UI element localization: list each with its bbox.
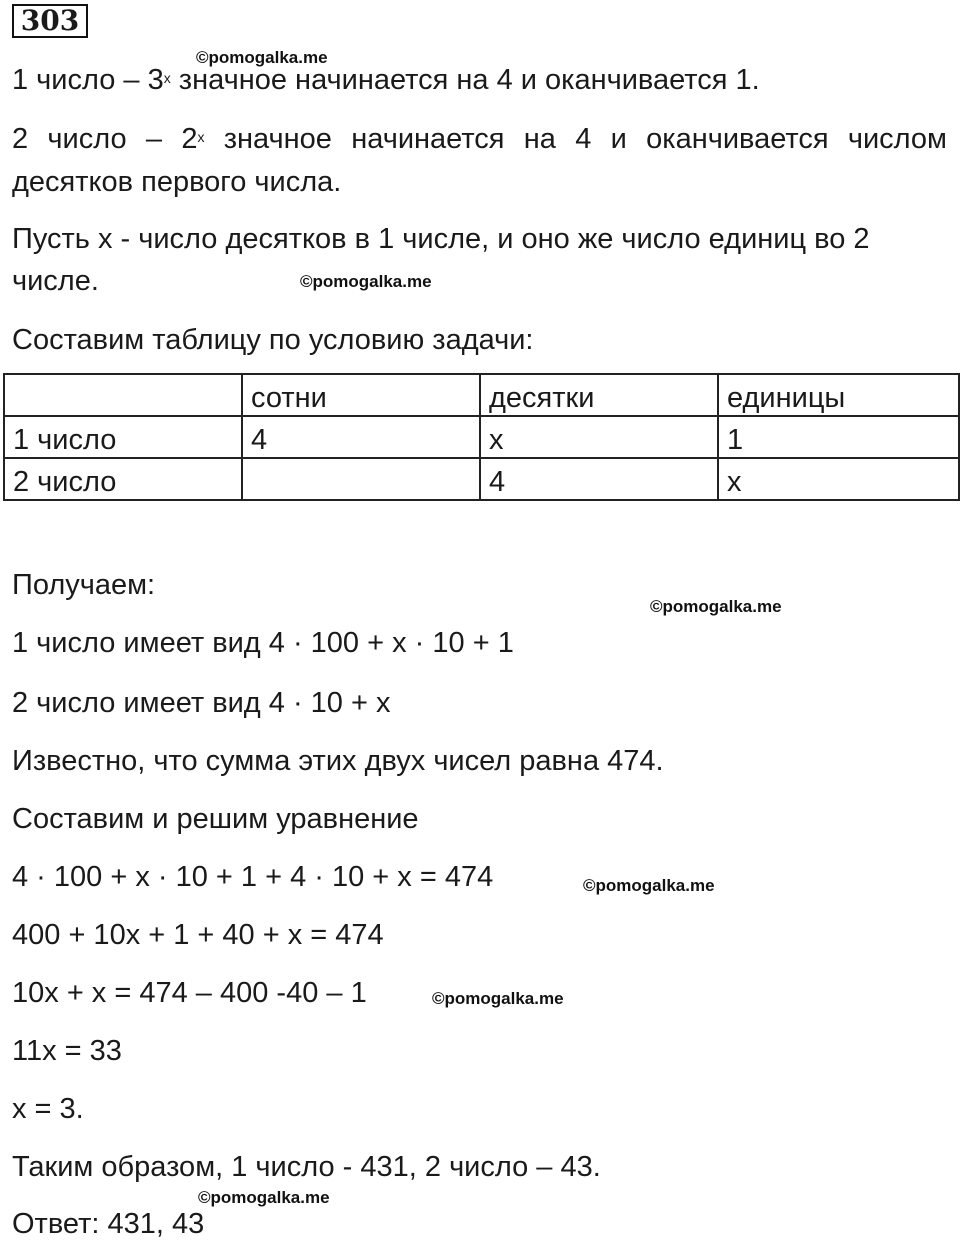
table-cell: 4 (242, 416, 480, 458)
text-line-1-post: значное начинается на 4 и оканчивается 1. (170, 64, 760, 96)
text-line-2-post: значное начинается на 4 и оканчивается числом (204, 123, 947, 155)
text-line-13: 11х = 33 (12, 1035, 122, 1067)
table-cell: десятки (480, 374, 718, 416)
table-cell: 1 число (4, 416, 242, 458)
table-cell (242, 458, 480, 500)
text-line-8: Известно, что сумма этих двух чисел равна 474. (12, 745, 664, 777)
text-line-7: 2 число имеет вид 4 · 10 + х (12, 687, 391, 719)
table-cell: х (718, 458, 959, 500)
table-cell: сотни (242, 374, 480, 416)
text-line-3b: числе. (12, 265, 99, 297)
text-line-9: Составим и решим уравнение (12, 803, 419, 835)
watermark: ©pomogalka.me (432, 989, 564, 1008)
table-cell: х (480, 416, 718, 458)
text-line-3a: Пусть х - число десятков в 1 числе, и оно же число единиц во 2 (12, 223, 870, 255)
table-row (4, 416, 959, 458)
watermark: ©pomogalka.me (198, 1188, 330, 1207)
text-line-2b: десятков первого числа. (12, 166, 342, 198)
text-line-1-pre: 1 число – 3 (12, 64, 164, 96)
table-cell: 2 число (4, 458, 242, 500)
table-cell: 1 (718, 416, 959, 458)
text-line-11: 400 + 10х + 1 + 40 + х = 474 (12, 919, 384, 951)
text-line-2-sup: х (197, 129, 205, 145)
data-table (3, 373, 960, 501)
text-line-12: 10х + х = 474 – 400 -40 – 1 (12, 977, 367, 1009)
text-line-1-sup: х (163, 70, 171, 86)
table-row (4, 458, 959, 500)
watermark: ©pomogalka.me (583, 876, 715, 895)
text-line-2 (12, 122, 947, 156)
text-line-5: Получаем: (12, 569, 156, 601)
watermark: ©pomogalka.me (196, 48, 328, 67)
table-cell: 4 (480, 458, 718, 500)
text-line-1 (12, 63, 760, 97)
answer-line: Ответ: 431, 43 (12, 1208, 205, 1240)
table-cell (4, 374, 242, 416)
text-line-10: 4 · 100 + х · 10 + 1 + 4 · 10 + х = 474 (12, 861, 494, 893)
text-line-2-pre: 2 число – 2 (12, 123, 198, 155)
watermark: ©pomogalka.me (650, 597, 782, 616)
text-line-6: 1 число имеет вид 4 · 100 + х · 10 + 1 (12, 627, 514, 659)
text-line-4: Составим таблицу по условию задачи: (12, 324, 534, 356)
text-line-15: Таким образом, 1 число - 431, 2 число – 43. (12, 1151, 601, 1183)
table-header-row (4, 374, 959, 416)
table-cell: единицы (718, 374, 959, 416)
text-line-14: х = 3. (12, 1093, 84, 1125)
watermark: ©pomogalka.me (300, 272, 432, 291)
problem-number: 303 (12, 4, 88, 38)
